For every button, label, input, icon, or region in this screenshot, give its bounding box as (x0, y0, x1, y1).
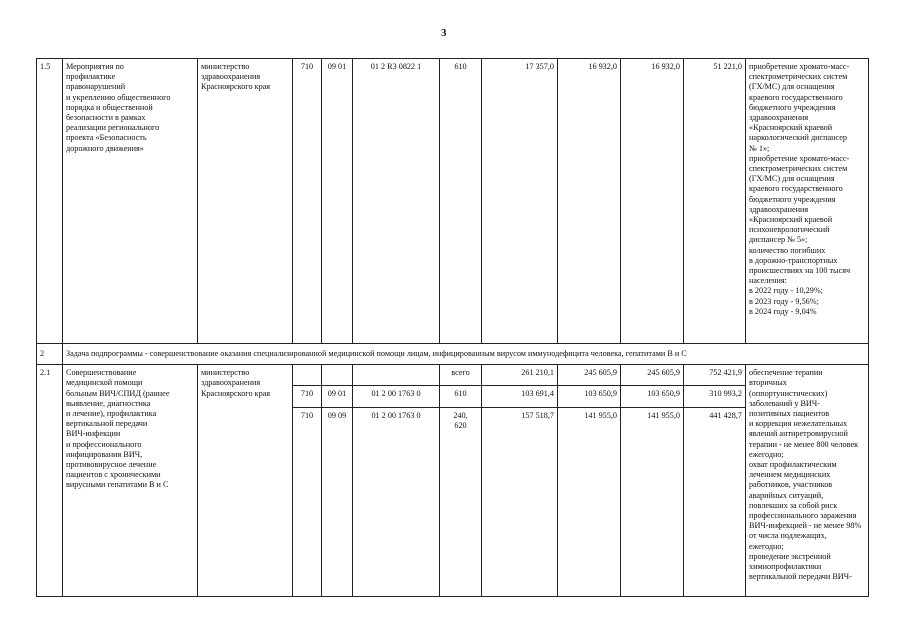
csr-code (353, 365, 440, 386)
amount-2024: 141 955,0 (621, 408, 684, 597)
table-row-1-5 (37, 59, 869, 344)
ministry-name: министерство здравоохранения Красноярского края (198, 365, 293, 597)
expected-result: приобретение хромато-масс- спектрометрических систем (ГХ/МС) для оснащения краевого государственного бюджетного учреждения здравоохранения «Красноярский краевой наркологический диспансер № 1»; приобретение хромато-масс- спектрометрических систем (ГХ/МС) для оснащения краевого государственного бюджетного учреждения здравоохранения «Красноярский краевой психоневрологический диспансер № 5»; количество погибших в дорожно-транспортных происшествиях на 100 тысяч населения: в 2022 году - 10,29%; в 2023 году - 9,56%; в 2024 году - 9,04% (746, 59, 869, 344)
amount-2024: 16 932,0 (621, 59, 684, 344)
csr-code: 01 2 R3 0822 1 (353, 59, 440, 344)
grbs-code: 710 (293, 386, 322, 408)
amount-2022: 103 691,4 (482, 386, 558, 408)
table-row-2-1 (37, 365, 869, 386)
grbs-code (293, 365, 322, 386)
amount-total: 752 421,9 (684, 365, 746, 386)
rzpr-code: 09 09 (322, 408, 353, 597)
expected-result: обеспечение терапии вторичных (оппортунистических) заболеваний у ВИЧ- позитивных пациентов и коррекция нежелательных явлений антиретровирусной терапии - не менее 800 человек ежегодно; охват профилактическим лечением медицинских работников, участников аварийных ситуаций, повлекших за собой риск профессионального заражения ВИЧ-инфекцией - не менее 98% от числа подлежащих, ежегодно; проведение экстренной химиопрофилактики вертикальной передачи ВИЧ- (746, 365, 869, 597)
vr-code: 240, 620 (440, 408, 482, 597)
csr-code: 01 2 00 1763 0 (353, 408, 440, 597)
amount-total: 310 993,2 (684, 386, 746, 408)
csr-code: 01 2 00 1763 0 (353, 386, 440, 408)
rzpr-code: 09 01 (322, 386, 353, 408)
amount-2023: 16 932,0 (558, 59, 621, 344)
row-number: 2 (37, 344, 63, 365)
amount-2023: 245 605,9 (558, 365, 621, 386)
row-number: 2.1 (37, 365, 63, 597)
rzpr-code: 09 01 (322, 59, 353, 344)
page-number: 3 (441, 27, 447, 39)
grbs-code: 710 (293, 59, 322, 344)
measure-name: Совершенствование медицинской помощи больным ВИЧ/СПИД (раннее выявление, диагностика и лечение), профилактика вертикальной передачи ВИЧ-инфекции и профессионального инфицирования ВИЧ, противовирусное лечение пациентов с хроническими вирусными гепатитами В и С (63, 365, 198, 597)
grbs-code: 710 (293, 408, 322, 597)
amount-2023: 103 650,9 (558, 386, 621, 408)
task-description: Задача подпрограммы - совершенствование оказания специализированной медицинской помощи лицам, инфицированным вирусом иммунодефицита человека, гепатитами В и С (63, 344, 869, 365)
amount-total: 51 221,0 (684, 59, 746, 344)
amount-2022: 17 357,0 (482, 59, 558, 344)
amount-2022: 157 518,7 (482, 408, 558, 597)
amount-total: 441 428,7 (684, 408, 746, 597)
vr-code: всего (440, 365, 482, 386)
row-number: 1.5 (37, 59, 63, 344)
amount-2024: 245 605,9 (621, 365, 684, 386)
measure-name: Мероприятия по профилактике правонарушений и укреплению общественного порядка и общественной безопасности в рамках реализации регионального проекта «Безопасность дорожного движения» (63, 59, 198, 344)
vr-code: 610 (440, 59, 482, 344)
vr-code: 610 (440, 386, 482, 408)
amount-2022: 261 210,1 (482, 365, 558, 386)
amount-2023: 141 955,0 (558, 408, 621, 597)
ministry-name: министерство здравоохранения Красноярского края (198, 59, 293, 344)
budget-table (36, 58, 869, 597)
amount-2024: 103 650,9 (621, 386, 684, 408)
table-row-task-2 (37, 344, 869, 365)
rzpr-code (322, 365, 353, 386)
